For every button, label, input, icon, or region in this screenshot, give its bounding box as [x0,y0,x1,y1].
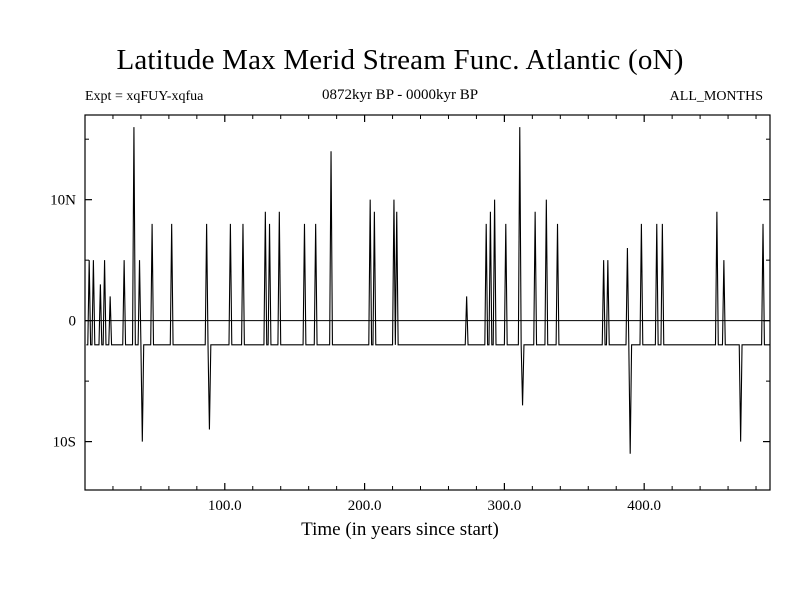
y-tick-label: 0 [68,313,76,330]
plot-frame [85,115,770,490]
period-label: 0872kyr BP - 0000kyr BP [321,87,479,103]
x-tick-label: 400.0 [627,498,662,514]
chart-title: Latitude Max Merid Stream Func. Atlantic (oN) [116,44,684,76]
experiment-label: Expt = xqFUY-xqfua [85,89,204,104]
y-tick-label: 10N [50,192,76,209]
x-tick-label: 100.0 [207,498,242,514]
x-tick-label: 200.0 [347,498,382,514]
x-axis-label: Time (in years since start) [301,519,499,540]
data-series-line [86,127,770,454]
y-tick-label: 10S [52,434,76,451]
x-tick-label: 300.0 [487,498,522,514]
months-label: ALL_MONTHS [669,89,763,104]
